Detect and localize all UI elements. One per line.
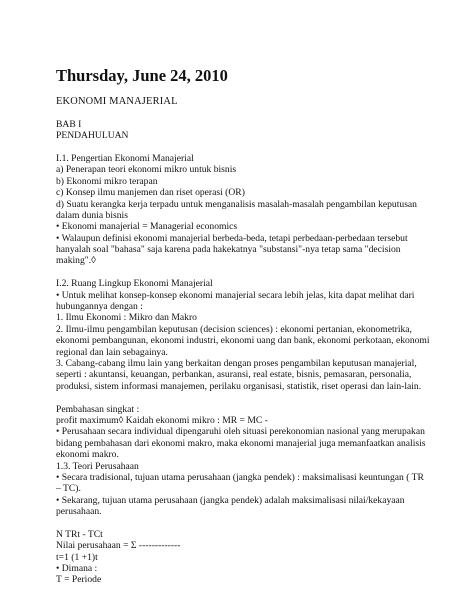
text-line: making".◊ — [56, 255, 96, 267]
text-line: dalam dunia bisnis — [56, 209, 128, 221]
text-line: hanyalah soal "bahasa" saja karena pada hakekatnya "substansi"-nya tetap sama "decision — [56, 244, 401, 256]
text-line: b) Ekonomi mikro terapan — [56, 175, 158, 187]
section-heading: I.1. Pengertian Ekonomi Manajerial — [56, 152, 194, 164]
text-line: c) Konsep ilmu manjemen dan riset operasi (OR) — [56, 187, 245, 199]
text-line: 3. Cabang-cabang ilmu lain yang berkaitan dengan proses pengambilan keputusan manajerial, — [56, 357, 417, 369]
text-line: regional dan lain sebagainya. — [56, 346, 168, 358]
text-line: • Secara tradisional, tujuan utama perusahaan (jangka pendek) : maksimalisasi keuntungan ( TR — [56, 471, 424, 483]
text-line: 1. Ilmu Ekonomi : Mikro dan Makro — [56, 312, 197, 324]
formula-line: Nilai perusahaan = Σ ------------- — [56, 540, 181, 552]
formula-line: N TRt - TCt — [56, 528, 103, 540]
spacer — [56, 517, 456, 528]
post-title: EKONOMI MANAJERIAL — [56, 96, 178, 107]
text-line: perusahaan. — [56, 506, 102, 518]
text-line: hubungannya dengan : — [56, 301, 143, 313]
text-line: • Perusahaan secara individual dipengaruhi oleh situasi perekonomian nasional yang merupakan — [56, 426, 425, 438]
text-line: bidang pembahasan dari ekonomi makro, maka ekonomi manajerial juga memanfaatkan analisis — [56, 437, 426, 449]
text-line: Pembahasan singkat : — [56, 403, 140, 415]
text-line: seperti : akuntansi, keuangan, perbankan, asuransi, real estate, bisnis, pemasaran, personalia, — [56, 369, 412, 381]
text-line: • Sekarang, tujuan utama perusahaan (jangka pendek) adalah maksimalisasi nilai/kekayaan — [56, 494, 405, 506]
spacer — [56, 107, 456, 118]
post-date: Thursday, June 24, 2010 — [56, 66, 228, 85]
text-line: a) Penerapan teori ekonomi mikro untuk bisnis — [56, 164, 237, 176]
text-line: produksi, sistem informasi manajemen, perilaku organisasi, statistik, riset operasi dan lain-lain. — [56, 380, 422, 392]
text-line: T = Periode — [56, 574, 102, 586]
text-line: • Dimana : — [56, 563, 98, 575]
text-line: 2. Ilmu-ilmu pengambilan keputusan (decision sciences) : ekonomi pertanian, ekonometrika, — [56, 323, 412, 335]
text-line: • Ekonomi manajerial = Managerial economics — [56, 221, 238, 233]
spacer — [56, 142, 456, 153]
section-heading: I.2. Ruang Lingkup Ekonomi Manajerial — [56, 278, 213, 290]
text-line: d) Suatu kerangka kerja terpadu untuk menganalisis masalah-masalah pengambilan keputusan — [56, 198, 417, 210]
text-line: ekonomi makro. — [56, 449, 119, 461]
spacer — [56, 392, 456, 403]
text-line: • Untuk melihat konsep-konsep ekonomi manajerial secara lebih jelas, kita dapat melihat dari — [56, 289, 415, 301]
text-line: ekonomi pembangunan, ekonomi industri, ekonomi uang dan bank, ekonomi perkotaan, ekonomi — [56, 335, 430, 347]
post-body — [56, 96, 456, 586]
text-line: – TC). — [56, 483, 81, 495]
formula-line: t=1 (1 +1)t — [56, 551, 98, 563]
section-heading: 1.3. Teori Perusahaan — [56, 460, 139, 472]
spacer — [56, 267, 456, 278]
text-line: • Walaupun definisi ekonomi manajerial berbeda-beda, tetapi perbedaan-perbedaan tersebut — [56, 232, 408, 244]
chapter-title: PENDAHULUAN — [56, 130, 129, 142]
text-line: profit maximum◊ Kaidah ekonomi mikro : MR = MC - — [56, 414, 268, 426]
chapter-label: BAB I — [56, 118, 82, 130]
